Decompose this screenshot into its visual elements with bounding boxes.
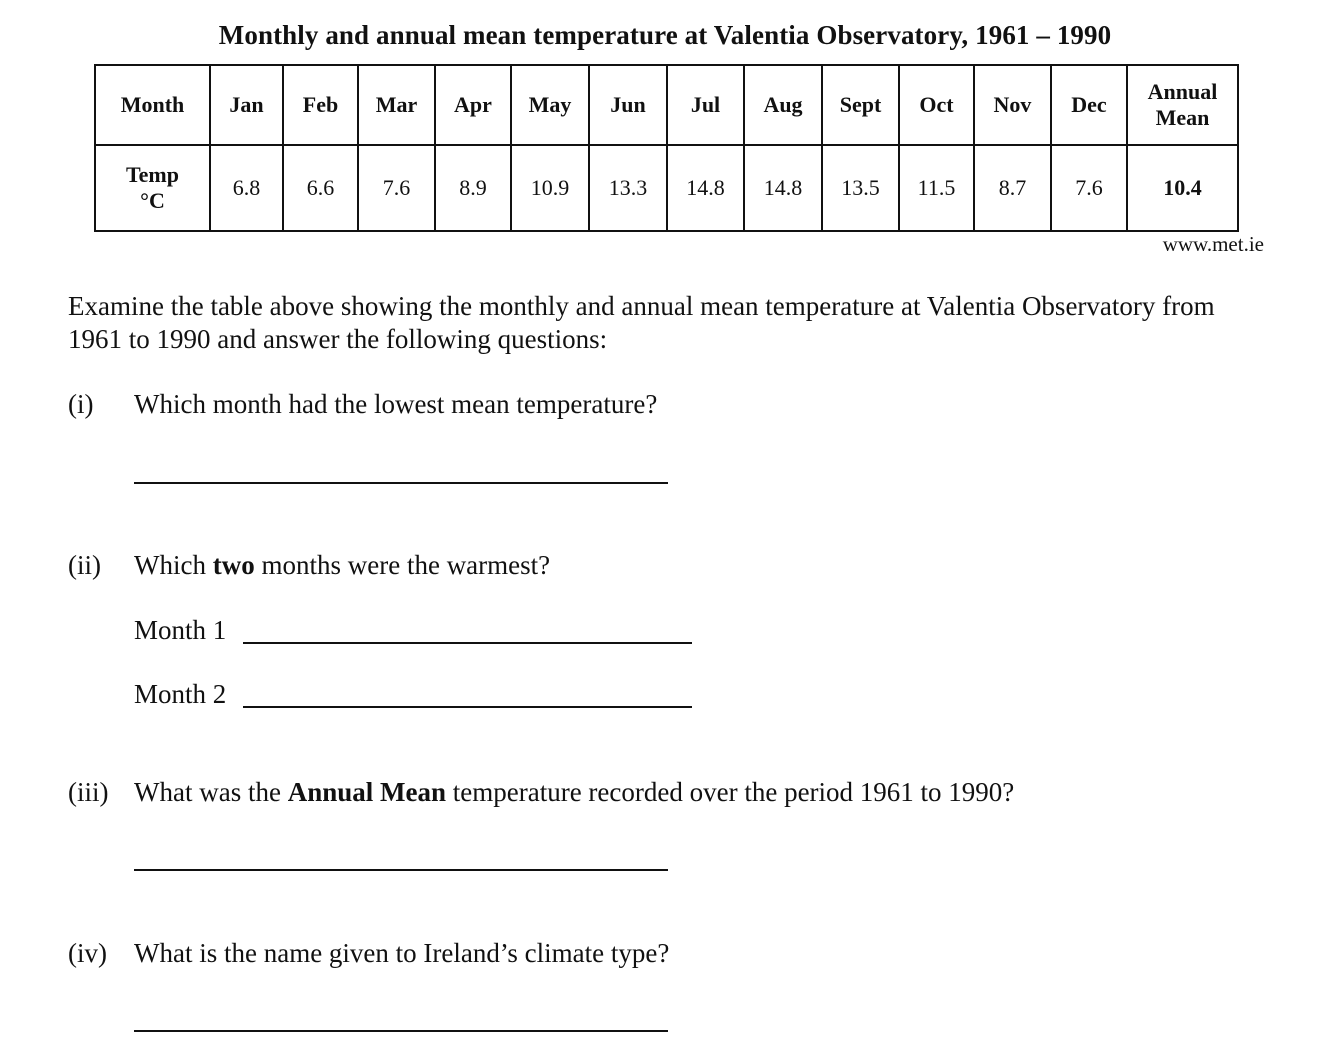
answer-line-3[interactable] [134,869,668,871]
temperature-table [94,64,1239,232]
question-number: (ii) [68,550,101,580]
table-header-row [95,65,1238,145]
temp-cell: 7.6 [358,145,435,231]
question-2 [68,549,550,582]
question-text: Which month had the lowest mean temperature? [134,389,658,419]
month-header-cell: Apr [435,65,511,145]
question-number: (iii) [68,777,109,807]
table-temp-row [95,145,1238,231]
question-4 [68,937,669,970]
temp-header [95,145,210,231]
question-1 [68,388,657,421]
question-number: (iv) [68,938,107,968]
page-title: Monthly and annual mean temperature at Valentia Observatory, 1961 – 1990 [218,20,1112,50]
temp-header-line-1: Temp [126,162,179,187]
temp-cell: 11.5 [899,145,974,231]
month-header-cell: May [511,65,589,145]
month-header-cell: Aug [744,65,822,145]
month-header-cell: Feb [283,65,358,145]
temp-cell: 13.3 [589,145,667,231]
month-header: Month [95,65,210,145]
month-1-label: Month 1 [134,615,227,645]
question-text-pre: Which [134,550,213,580]
annual-mean-header [1127,65,1238,145]
temp-header-line-2: °C [140,188,165,213]
month-header-cell: Mar [358,65,435,145]
month-header-cell: Sept [822,65,899,145]
question-text: What is the name given to Ireland’s climate type? [134,938,670,968]
question-3 [68,776,1014,809]
annual-header-line-2: Mean [1155,105,1210,130]
temp-cell: 14.8 [667,145,744,231]
month-header-cell: Jun [589,65,667,145]
temp-cell: 7.6 [1051,145,1127,231]
month-header-cell: Dec [1051,65,1127,145]
question-text-post: months were the warmest? [254,550,551,580]
temp-cell: 13.5 [822,145,899,231]
temp-cell: 14.8 [744,145,822,231]
temp-cell: 8.7 [974,145,1051,231]
question-text-bold: two [212,550,255,580]
month-header-cell: Nov [974,65,1051,145]
question-text-post: temperature recorded over the period 1961 to 1990? [446,777,1015,807]
question-text-bold: Annual Mean [287,777,446,807]
temp-cell: 8.9 [435,145,511,231]
intro-text: Examine the table above showing the monthly and annual mean temperature at Valentia Observatory from 1961 to 1990 and answer the following questions: [68,291,1215,354]
month-header-cell: Jan [210,65,283,145]
question-text-pre: What was the [134,777,288,807]
month-2-label: Month 2 [134,679,227,709]
month-header-cell: Oct [899,65,974,145]
annual-mean-value: 10.4 [1127,145,1238,231]
annual-header-line-1: Annual [1147,79,1218,104]
answer-line-1[interactable] [134,482,668,484]
answer-line-month-1[interactable] [243,642,692,644]
temp-cell: 6.6 [283,145,358,231]
answer-line-month-2[interactable] [243,706,692,708]
month-header-cell: Jul [667,65,744,145]
source-credit: www.met.ie [1162,232,1264,256]
question-number: (i) [68,389,94,419]
temp-cell: 6.8 [210,145,283,231]
answer-line-4[interactable] [134,1030,668,1032]
temp-cell: 10.9 [511,145,589,231]
